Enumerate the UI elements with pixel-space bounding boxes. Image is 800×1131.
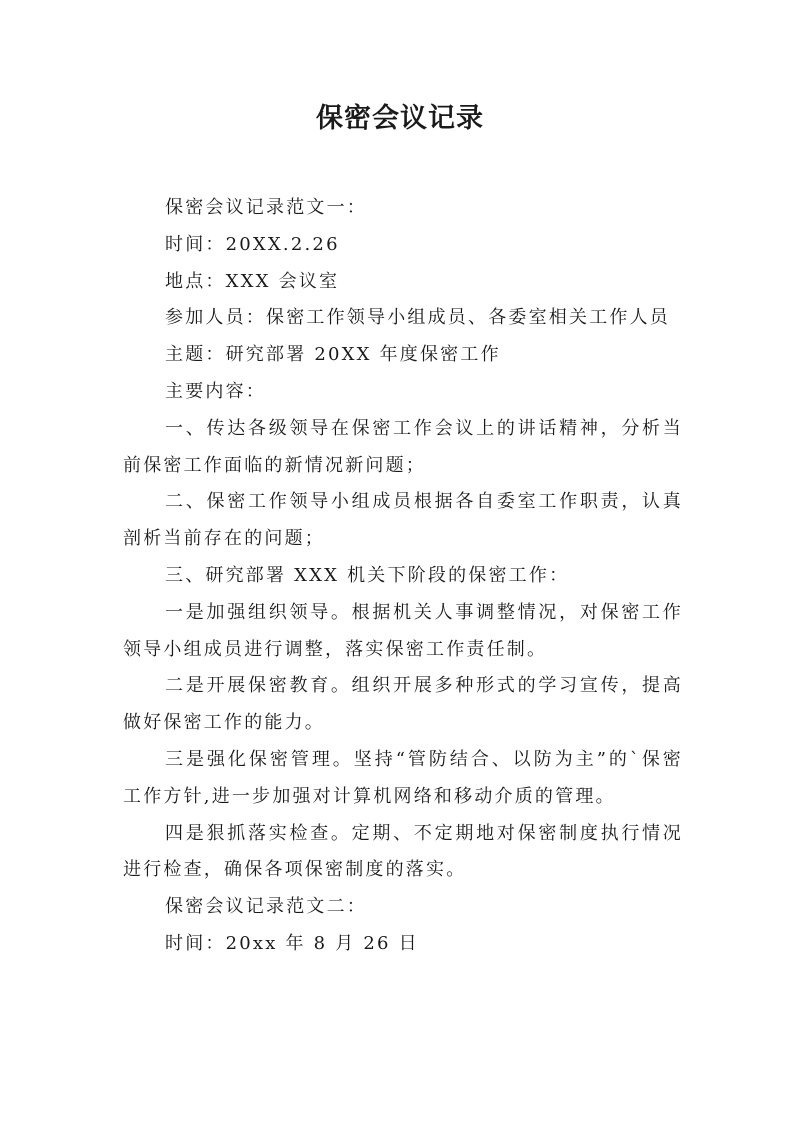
content-item-3: 三、研究部署 XXX 机关下阶段的保密工作： <box>165 564 570 586</box>
meeting-time-2: 时间：20xx 年 8 月 26 日 <box>165 932 419 954</box>
content-item-2: 二、保密工作领导小组成员根据各自委室工作职责，认真剖析当前存在的问题； <box>123 491 683 550</box>
sub-item-2: 二是开展保密教育。组织开展多种形式的学习宣传，提高做好保密工作的能力。 <box>123 675 683 734</box>
meeting-location: 地点：XXX 会议室 <box>165 270 340 292</box>
sub-item-3: 三是强化保密管理。坚持“管防结合、以防为主”的`保密工作方针,进一步加强对计算机网络和移动介质的管理。 <box>123 748 683 807</box>
sub-item-1: 一是加强组织领导。根据机关人事调整情况，对保密工作领导小组成员进行调整，落实保密工作责任制。 <box>123 601 683 660</box>
main-content-heading: 主要内容： <box>165 380 266 402</box>
content-item-1: 一、传达各级领导在保密工作会议上的讲话精神，分析当前保密工作面临的新情况新问题； <box>123 417 683 476</box>
meeting-time: 时间：20XX.2.26 <box>165 233 340 255</box>
sample-one-heading: 保密会议记录范文一： <box>165 197 367 218</box>
meeting-topic: 主题：研究部署 20XX 年度保密工作 <box>165 344 501 366</box>
sample-two-heading: 保密会议记录范文二： <box>165 896 367 918</box>
document-body <box>123 190 683 963</box>
document-title: 保密会议记录 <box>316 103 484 134</box>
meeting-attendees: 参加人员：保密工作领导小组成员、各委室相关工作人员 <box>165 307 670 329</box>
sub-item-4: 四是狠抓落实检查。定期、不定期地对保密制度执行情况进行检查，确保各项保密制度的落实。 <box>123 822 683 881</box>
